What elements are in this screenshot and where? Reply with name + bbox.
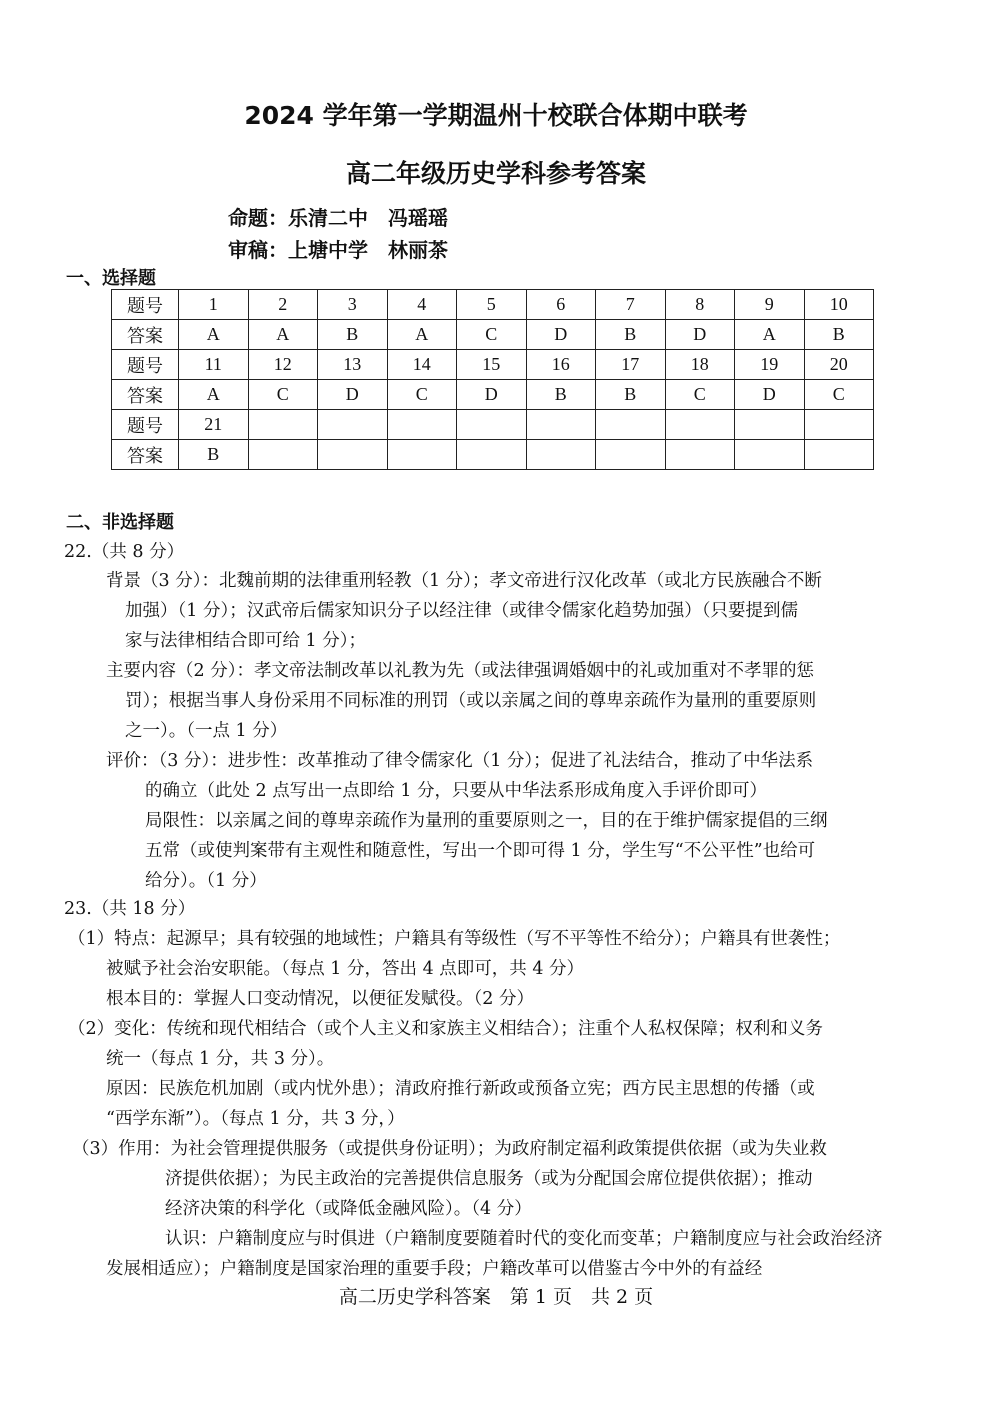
table-cell: 21 [179,410,249,440]
text-line: 23.（共 18 分） [64,899,196,919]
table-cell: D [318,380,388,410]
table-cell: 12 [248,350,318,380]
document-subtitle: 高二年级历史学科参考答案 [345,159,646,188]
table-cell: 16 [526,350,596,380]
text-line: 济提供依据）；为民主政治的完善提供信息服务（或为分配国会席位提供依据）；推动 [165,1169,813,1189]
table-cell [526,410,596,440]
table-cell: A [179,380,249,410]
text-line: 22.（共 8 分） [64,542,185,562]
table-cell [387,410,457,440]
table-cell: 9 [735,290,805,320]
table-cell: 5 [457,290,527,320]
table-cell: D [457,380,527,410]
table-cell: C [804,380,874,410]
table-row [112,380,874,410]
table-cell: D [526,320,596,350]
table-cell [387,440,457,470]
table-cell [248,440,318,470]
table-cell: 10 [804,290,874,320]
table-cell [735,440,805,470]
table-cell: A [179,320,249,350]
table-cell: 2 [248,290,318,320]
table-cell: C [457,320,527,350]
text-line: 五常（或使判案带有主观性和随意性，写出一个即可得 1 分，学生写“不公平性”也给可 [145,841,816,861]
row-label-cell: 题号 [112,410,179,440]
table-cell [804,410,874,440]
text-line: （3）作用：为社会管理提供服务（或提供身份证明）；为政府制定福利政策提供依据（或为失业救 [72,1139,827,1159]
row-label-cell: 答案 [112,380,179,410]
table-cell: 6 [526,290,596,320]
text-line: 评价：（3 分）：进步性：改革推动了律令儒家化（1 分）；促进了礼法结合，推动了中华法系 [106,751,814,771]
table-cell: B [179,440,249,470]
table-cell: 14 [387,350,457,380]
table-cell: 8 [665,290,735,320]
table-cell [457,410,527,440]
table-cell [804,440,874,470]
text-line: 被赋予社会治安职能。（每点 1 分，答出 4 点即可，共 4 分） [106,959,585,979]
table-cell [248,410,318,440]
text-line: 罚）；根据当事人身份采用不同标准的刑罚（或以亲属之间的尊卑亲疏作为量刑的重要原则 [125,691,817,711]
text-line: 认识：户籍制度应与时俱进（户籍制度要随着时代的变化而变革；户籍制度应与社会政治经济 [165,1229,883,1249]
table-row [112,290,874,320]
table-row [112,410,874,440]
table-row [112,440,874,470]
table-cell [457,440,527,470]
table-row [112,320,874,350]
table-cell: A [248,320,318,350]
row-label-cell: 答案 [112,440,179,470]
table-row [112,350,874,380]
table-cell: 17 [596,350,666,380]
table-cell [665,440,735,470]
page-footer: 高二历史学科答案 第 1 页 共 2 页 [338,1286,654,1308]
table-cell: 7 [596,290,666,320]
text-line: 统一（每点 1 分，共 3 分）。 [106,1049,335,1069]
text-line: 加强）（1 分）；汉武帝后儒家知识分子以经注律（或律令儒家化趋势加强）（只要提到儒 [125,601,798,621]
text-line: 之一）。（一点 1 分） [125,721,288,741]
text-line: 背景（3 分）：北魏前期的法律重刑轻教（1 分）；孝文帝进行汉化改革（或北方民族融合不断 [106,571,822,591]
table-cell: B [526,380,596,410]
text-line: “西学东渐”）。（每点 1 分，共 3 分，） [106,1109,405,1129]
section2-heading: 二、非选择题 [66,512,174,533]
table-cell [526,440,596,470]
row-label-cell: 题号 [112,350,179,380]
text-line: 经济决策的科学化（或降低金融风险）。（4 分） [165,1199,532,1219]
section1-heading: 一、选择题 [66,268,156,289]
text-line: 发展相适应）；户籍制度是国家治理的重要手段；户籍改革可以借鉴古今中外的有益经 [106,1259,763,1279]
answer-table [111,289,874,470]
table-cell: A [735,320,805,350]
row-label-cell: 答案 [112,320,179,350]
text-line: 给分）。（1 分） [145,871,267,891]
table-cell: 11 [179,350,249,380]
text-line: 主要内容（2 分）：孝文帝法制改革以礼教为先（或法律强调婚姻中的礼或加重对不孝罪的惩 [106,661,814,681]
table-cell: D [665,320,735,350]
table-cell: B [596,320,666,350]
table-cell [596,410,666,440]
table-cell: 18 [665,350,735,380]
table-cell: D [735,380,805,410]
table-cell [665,410,735,440]
table-cell: A [387,320,457,350]
table-cell: 1 [179,290,249,320]
row-label-cell: 题号 [112,290,179,320]
table-cell: 3 [318,290,388,320]
table-cell: C [665,380,735,410]
author-line: 命题：乐清二中 冯瑶瑶 [228,206,448,230]
table-cell [318,440,388,470]
text-line: 根本目的：掌握人口变动情况，以便征发赋役。（2 分） [106,989,534,1009]
text-line: 原因：民族危机加剧（或内忧外患）；清政府推行新政或预备立宪；西方民主思想的传播（或 [106,1079,815,1099]
table-cell [596,440,666,470]
table-cell: C [387,380,457,410]
table-cell: 13 [318,350,388,380]
text-line: 家与法律相结合即可给 1 分）； [125,631,367,651]
text-line: 局限性：以亲属之间的尊卑亲疏作为量刑的重要原则之一，目的在于维护儒家提倡的三纲 [145,811,828,831]
reviewer-line: 审稿：上塘中学 林丽茶 [228,238,448,262]
table-cell: B [596,380,666,410]
table-cell: 19 [735,350,805,380]
document-title: 2024 学年第一学期温州十校联合体期中联考 [244,101,748,130]
table-cell: B [318,320,388,350]
text-line: （1）特点：起源早；具有较强的地域性；户籍具有等级性（写不平等性不给分）；户籍具有世袭性； [68,929,841,949]
table-cell: C [248,380,318,410]
table-cell: 4 [387,290,457,320]
table-cell [318,410,388,440]
text-line: （2）变化：传统和现代相结合（或个人主义和家族主义相结合）；注重个人私权保障；权利和义务 [68,1019,823,1039]
table-cell [735,410,805,440]
table-cell: 15 [457,350,527,380]
table-cell: 20 [804,350,874,380]
text-line: 的确立（此处 2 点写出一点即给 1 分，只要从中华法系形成角度入手评价即可） [145,781,768,801]
table-cell: B [804,320,874,350]
